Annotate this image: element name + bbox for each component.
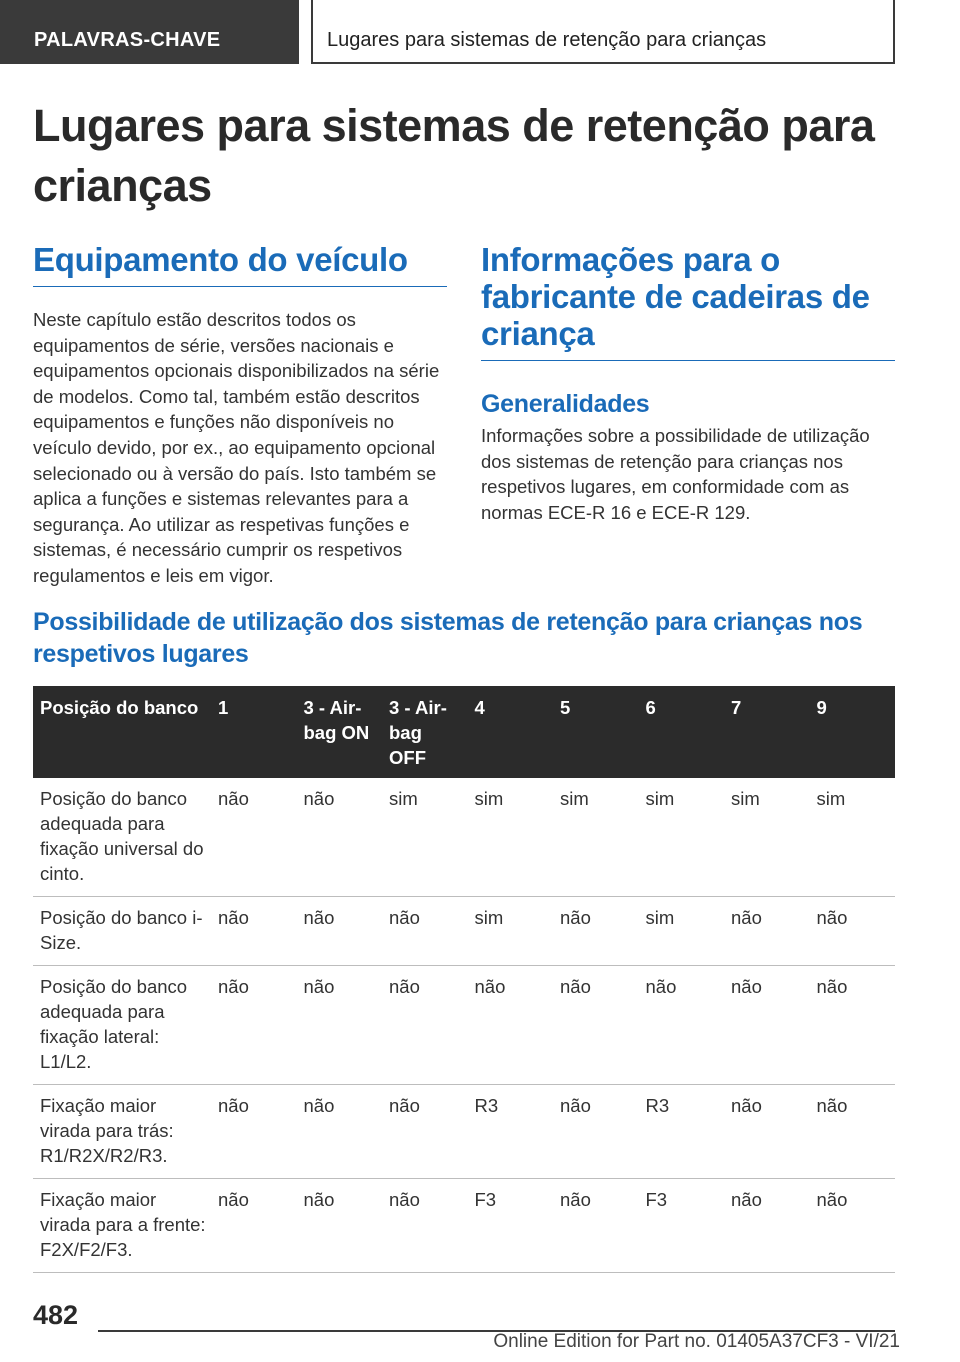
table-cell: não [468,966,554,1085]
table-row [33,1179,895,1273]
table-cell: não [810,1085,896,1179]
table-row [33,897,895,966]
table-cell: Fixação maior virada para a frente: F2X/F2/F3. [33,1179,211,1273]
table-cell: F3 [639,1179,725,1273]
table-cell: R3 [639,1085,725,1179]
table-row [33,778,895,897]
table-cell: sim [553,778,639,897]
table-cell: não [553,966,639,1085]
header-cell: 9 [810,686,896,778]
table-header-row [33,686,895,778]
table-cell: sim [468,897,554,966]
page-title: Lugares para sistemas de retenção para crianças [33,100,875,211]
table-cell: não [382,1085,468,1179]
table-cell: não [724,897,810,966]
header-cell: Posição do banco [33,686,211,778]
table-row [33,966,895,1085]
general-text: Informações sobre a possibilidade de utilização dos sistemas de retenção para crianças nos respetivos lugares, em conformidade com as normas ECE-R 16 e ECE-R 129. [481,425,870,523]
table-cell: sim [810,778,896,897]
table-cell: não [553,1179,639,1273]
table-cell: não [382,897,468,966]
table-cell: não [382,966,468,1085]
edition-note: Online Edition for Part no. 01405A37CF3 - VI/21 [493,1331,900,1352]
vehicle-equipment-text: Neste capítulo estão descritos todos os equipamentos de série, versões nacionais e equipamentos opcionais disponibilizados na série de modelos. Como tal, também estão descritos equipamentos e funções não disponíveis no veículo devido, por ex., ao equipamento opcional selecionado ou à versão do país. Isto também se aplica a funções e sistemas relevantes para a segurança. Ao utilizar as respetivas funções e sistemas, é necessário cumprir os respetivos regulamentos e leis em vigor. [33,309,440,586]
table-cell: sim [639,897,725,966]
general-subheading: Generalidades [481,390,650,418]
left-column [33,241,447,589]
table-cell: não [297,1085,383,1179]
table-cell: R3 [468,1085,554,1179]
keyword-tab[interactable]: PALAVRAS-CHAVE [0,0,299,64]
table-cell: não [211,966,297,1085]
table-cell: não [297,1179,383,1273]
table-cell: não [211,778,297,897]
table-cell: não [724,1085,810,1179]
header-cell: 5 [553,686,639,778]
table-cell: Posição do banco adequada para fixação lateral: L1/L2. [33,966,211,1085]
table-cell: não [382,1179,468,1273]
table-cell: não [553,1085,639,1179]
table-cell: não [724,1179,810,1273]
header-cell: 3 - Air-bag OFF [382,686,468,778]
table-cell: não [639,966,725,1085]
usage-section-heading: Possibilidade de utilização dos sistemas de retenção para crianças nos respetivos lugares [33,608,863,668]
header-cell: 7 [724,686,810,778]
table-cell: não [553,897,639,966]
table-cell: sim [382,778,468,897]
table-cell: não [724,966,810,1085]
table-cell: não [810,897,896,966]
page-number: 482 [33,1300,79,1330]
manufacturer-info-heading: Informações para o fabricante de cadeiras de criança [481,241,895,361]
seat-usage-table [33,686,895,1273]
breadcrumb: Lugares para sistemas de retenção para crianças [311,0,895,64]
table-cell: não [810,1179,896,1273]
table-cell: sim [639,778,725,897]
header-cell: 3 - Air-bag ON [297,686,383,778]
header-cell: 4 [468,686,554,778]
right-column [481,241,895,525]
table-cell: não [211,1179,297,1273]
table-cell: Posição do banco adequada para fixação universal do cinto. [33,778,211,897]
table-cell: não [297,966,383,1085]
vehicle-equipment-heading: Equipamento do veículo [33,241,447,287]
table-cell: não [211,897,297,966]
table-cell: F3 [468,1179,554,1273]
table-cell: Posição do banco i-Size. [33,897,211,966]
table-cell: não [211,1085,297,1179]
table-cell: não [297,778,383,897]
table-cell: não [810,966,896,1085]
header-cell: 6 [639,686,725,778]
table-cell: sim [724,778,810,897]
header-cell: 1 [211,686,297,778]
table-cell: não [297,897,383,966]
table-cell: Fixação maior virada para trás: R1/R2X/R2/R3. [33,1085,211,1179]
table-cell: sim [468,778,554,897]
table-row [33,1085,895,1179]
